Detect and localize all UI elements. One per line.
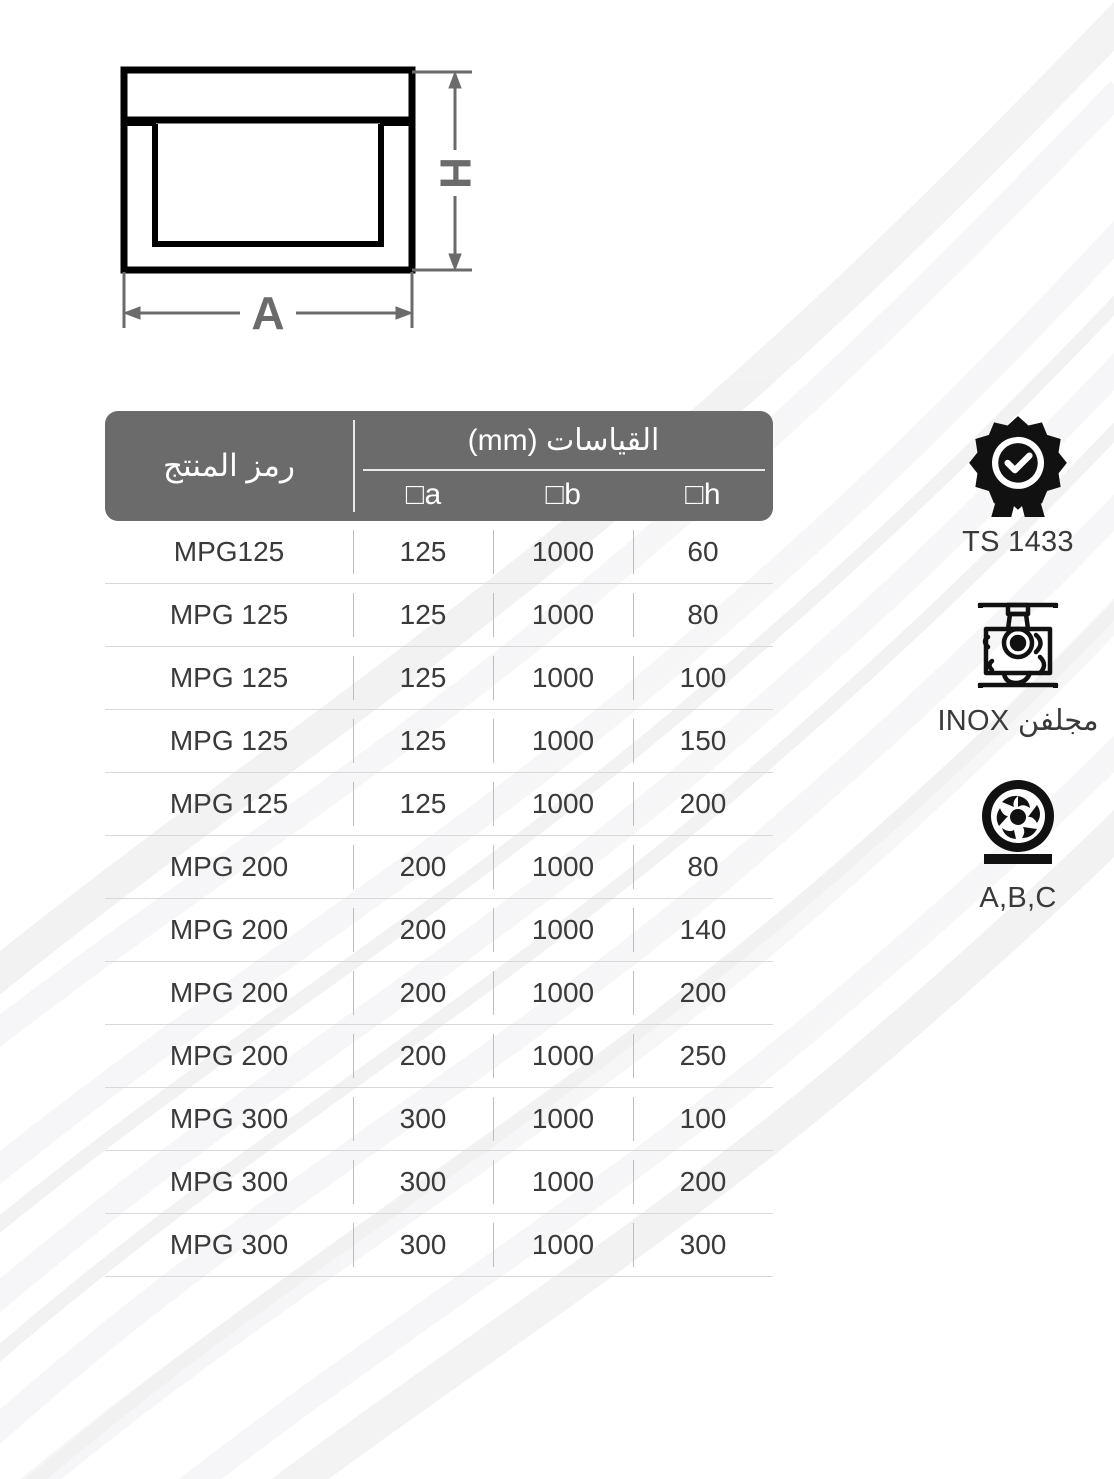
cell-divider-3 bbox=[633, 782, 634, 826]
cell-divider-1 bbox=[353, 971, 354, 1015]
cell-divider-2 bbox=[493, 719, 494, 763]
cell-divider-1 bbox=[353, 908, 354, 952]
award-rosette-check-icon bbox=[966, 413, 1070, 517]
cell-divider-3 bbox=[633, 719, 634, 763]
cell-divider-2 bbox=[493, 1097, 494, 1141]
table-row bbox=[105, 584, 773, 647]
cell-divider-2 bbox=[493, 845, 494, 889]
cell-divider-1 bbox=[353, 782, 354, 826]
cell-divider-1 bbox=[353, 845, 354, 889]
cell-product-code: MPG 300 bbox=[169, 1166, 289, 1197]
cell-divider-3 bbox=[633, 656, 634, 700]
cell-divider-3 bbox=[633, 845, 634, 889]
column-header-product-code: رمز المنتج bbox=[163, 448, 295, 483]
cell-divider-2 bbox=[493, 656, 494, 700]
dimension-h-label bbox=[431, 157, 480, 189]
cell-divider-1 bbox=[353, 1097, 354, 1141]
certification-badge-label: TS 1433 bbox=[962, 526, 1074, 558]
cell-dimension-a: 200 bbox=[399, 914, 447, 945]
cell-dimension-b: 1000 bbox=[531, 662, 595, 693]
cell-dimension-a: 125 bbox=[399, 599, 447, 630]
table-row bbox=[105, 1088, 773, 1151]
table-row bbox=[105, 1214, 773, 1277]
cell-dimension-b: 1000 bbox=[531, 599, 595, 630]
cell-dimension-h: 250 bbox=[679, 1040, 727, 1071]
cell-dimension-a: 300 bbox=[399, 1103, 447, 1134]
cell-product-code: MPG 300 bbox=[169, 1229, 289, 1260]
cell-divider-3 bbox=[633, 908, 634, 952]
cell-dimension-a: 125 bbox=[399, 662, 447, 693]
cell-divider-2 bbox=[493, 1160, 494, 1204]
cell-dimension-b: 1000 bbox=[531, 536, 595, 567]
cell-dimension-a: 200 bbox=[399, 1040, 447, 1071]
column-header-measurements: القياسات (mm) bbox=[467, 423, 660, 457]
cell-dimension-h: 80 bbox=[687, 599, 719, 630]
cell-product-code: MPG 200 bbox=[169, 851, 289, 882]
table-header bbox=[105, 411, 773, 521]
cell-product-code: MPG 200 bbox=[169, 977, 289, 1008]
cell-dimension-a: 300 bbox=[399, 1229, 447, 1260]
cell-divider-3 bbox=[633, 971, 634, 1015]
certification-badge bbox=[930, 593, 1106, 738]
certification-badge bbox=[930, 772, 1106, 915]
cell-product-code: MPG125 bbox=[173, 536, 285, 567]
dimension-a-label: A bbox=[251, 287, 285, 339]
cell-dimension-h: 140 bbox=[679, 914, 727, 945]
cell-divider-3 bbox=[633, 593, 634, 637]
cell-product-code: MPG 125 bbox=[169, 725, 289, 756]
cell-dimension-b: 1000 bbox=[531, 977, 595, 1008]
wheel-load-class-icon bbox=[930, 772, 1106, 876]
cell-dimension-b: 1000 bbox=[531, 1229, 595, 1260]
sub-column-header-b: □b bbox=[545, 478, 582, 511]
svg-text:H: H bbox=[430, 157, 480, 189]
cell-product-code: MPG 200 bbox=[169, 1040, 289, 1071]
sub-column-headers bbox=[354, 469, 773, 521]
certification-badge-label: A,B,C bbox=[979, 882, 1057, 914]
certification-badge-label: INOX مجلفن bbox=[937, 705, 1099, 737]
cell-product-code: MPG 200 bbox=[169, 914, 289, 945]
cell-divider-3 bbox=[633, 1097, 634, 1141]
cell-divider-3 bbox=[633, 1160, 634, 1204]
cell-dimension-b: 1000 bbox=[531, 788, 595, 819]
table-row bbox=[105, 1151, 773, 1214]
cell-divider-1 bbox=[353, 719, 354, 763]
galvanizing-press-icon bbox=[968, 595, 1068, 695]
cell-dimension-h: 100 bbox=[679, 662, 727, 693]
cell-divider-2 bbox=[493, 908, 494, 952]
cell-product-code: MPG 125 bbox=[169, 662, 289, 693]
cell-dimension-a: 125 bbox=[399, 725, 447, 756]
cell-divider-1 bbox=[353, 1223, 354, 1267]
certification-badges bbox=[930, 410, 1106, 949]
specification-table bbox=[105, 411, 773, 1277]
certification-badge bbox=[930, 410, 1106, 559]
table-row bbox=[105, 962, 773, 1025]
cell-divider-1 bbox=[353, 593, 354, 637]
cell-dimension-h: 100 bbox=[679, 1103, 727, 1134]
cell-dimension-b: 1000 bbox=[531, 725, 595, 756]
table-row bbox=[105, 899, 773, 962]
cell-divider-3 bbox=[633, 1223, 634, 1267]
table-row bbox=[105, 521, 773, 584]
award-rosette-check-icon bbox=[930, 410, 1106, 520]
cell-dimension-h: 150 bbox=[679, 725, 727, 756]
cell-dimension-a: 125 bbox=[399, 788, 447, 819]
cell-divider-3 bbox=[633, 530, 634, 574]
cell-divider-2 bbox=[493, 971, 494, 1015]
cell-dimension-b: 1000 bbox=[531, 1103, 595, 1134]
cell-dimension-b: 1000 bbox=[531, 851, 595, 882]
cell-dimension-a: 200 bbox=[399, 851, 447, 882]
cell-dimension-b: 1000 bbox=[531, 914, 595, 945]
wheel-load-class-icon bbox=[968, 774, 1068, 874]
sub-column-header-h: □h bbox=[685, 478, 722, 511]
galvanizing-press-icon bbox=[930, 593, 1106, 697]
cell-dimension-h: 200 bbox=[679, 1166, 727, 1197]
cell-dimension-a: 300 bbox=[399, 1166, 447, 1197]
cell-dimension-h: 60 bbox=[687, 536, 719, 567]
sub-column-header-a: □a bbox=[405, 478, 442, 511]
cell-dimension-h: 200 bbox=[679, 977, 727, 1008]
cell-dimension-a: 200 bbox=[399, 977, 447, 1008]
cell-product-code: MPG 125 bbox=[169, 599, 289, 630]
cell-divider-2 bbox=[493, 530, 494, 574]
cell-divider-3 bbox=[633, 1034, 634, 1078]
table-row bbox=[105, 647, 773, 710]
cell-dimension-h: 200 bbox=[679, 788, 727, 819]
cell-product-code: MPG 300 bbox=[169, 1103, 289, 1134]
table-row bbox=[105, 710, 773, 773]
cell-divider-2 bbox=[493, 1034, 494, 1078]
table-row bbox=[105, 836, 773, 899]
cell-product-code: MPG 125 bbox=[169, 788, 289, 819]
cell-divider-1 bbox=[353, 1034, 354, 1078]
table-body bbox=[105, 521, 773, 1277]
cell-divider-1 bbox=[353, 1160, 354, 1204]
cell-dimension-a: 125 bbox=[399, 536, 447, 567]
table-row bbox=[105, 773, 773, 836]
table-row bbox=[105, 1025, 773, 1088]
cell-dimension-h: 300 bbox=[679, 1229, 727, 1260]
cell-divider-2 bbox=[493, 593, 494, 637]
cell-divider-1 bbox=[353, 656, 354, 700]
cell-divider-2 bbox=[493, 1223, 494, 1267]
cell-dimension-b: 1000 bbox=[531, 1166, 595, 1197]
cell-divider-1 bbox=[353, 530, 354, 574]
cell-dimension-b: 1000 bbox=[531, 1040, 595, 1071]
drain-grate-profile bbox=[124, 70, 412, 120]
technical-drawing bbox=[100, 46, 520, 346]
cell-divider-2 bbox=[493, 782, 494, 826]
cell-dimension-h: 80 bbox=[687, 851, 719, 882]
